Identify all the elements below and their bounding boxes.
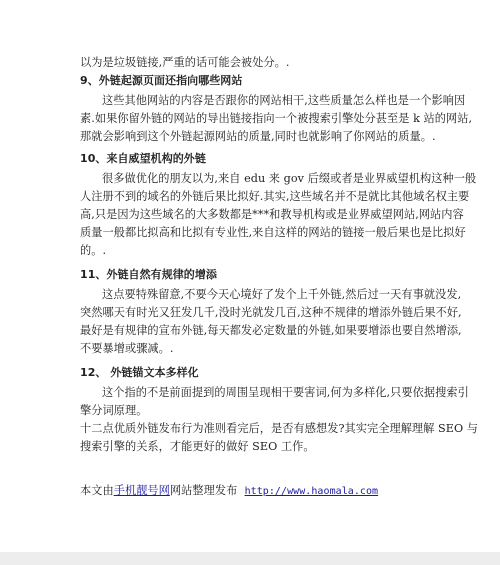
page-bottom-edge [0,552,500,565]
paragraph-line: 那就会影响到这个外链起源网站的质量,同时也就影响了你网站的质量。. [80,130,436,143]
paragraph-line: 这个指的不是前面提到的周围呈现相干要害词,何为多样化,只要依据搜索引 [102,386,469,399]
credit-line [80,483,378,500]
paragraph-line: 很多做优化的朋友以为,来自 edu 来 gov 后缀或者是业界威望机构这种一般 [102,172,477,185]
source-site-link[interactable]: 手机靓号网 [113,484,170,497]
paragraph-line: 以为是垃圾链接,严重的话可能会被处分。. [80,56,290,69]
paragraph-line: 人注册不到的域名的外链后果比拟好.其实,这些域名并不是就比其他域名权主要 [80,190,470,203]
paragraph-line: 这些其他网站的内容是否跟你的网站相干,这些质量怎么样也是一个影响因 [102,94,466,107]
credit-middle: 网站整理发布 [169,484,238,497]
paragraph-line: 擎分词原理。 [80,404,148,417]
credit-prefix: 本文由 [80,484,114,497]
paragraph-line: 搜索引擎的关系，才能更好的做好 SEO 工作。 [80,440,315,453]
paragraph-line: 十二点优质外链发布行为准则看完后，是否有感想发?其实完全理解理解 SEO 与 [80,422,479,435]
paragraph-line: 突然哪天有时光又狂发几千,没时光就发几百,这种不规律的增添外链后果不好, [80,306,462,319]
paragraph-line: 素.如果你留外链的网站的导出链接指向一个被搜索引擎处分甚至是 k 站的网站, [80,112,473,125]
section-heading-10: 10、来自威望机构的外链 [80,152,206,165]
paragraph-line: 这点要特殊留意,不要今天心境好了发个上千外链,然后过一天有事就没发, [102,288,462,301]
section-heading-12: 12、 外链锚文本多样化 [80,366,199,379]
paragraph-line: 不要暴增或骤减。. [80,342,174,355]
paragraph-line: 质量一般都比拟高和比拟有专业性,来自这样的网站的链接一般后果也是比拟好 [80,226,466,239]
source-url-link[interactable]: http://www.haomala.com [244,486,379,497]
paragraph-line: 最好是有规律的宣布外链,每天都发必定数量的外链,如果要增添也要自然增添, [80,324,462,337]
paragraph-line: 高,只是因为这些域名的大多数都是***和教导机构或是业界威望网站,网站内容 [80,208,464,221]
paragraph-line: 的。. [80,244,107,257]
section-heading-11: 11、外链自然有规律的增添 [80,268,217,281]
section-heading-9: 9、外链起源页面还指向哪些网站 [80,74,243,87]
